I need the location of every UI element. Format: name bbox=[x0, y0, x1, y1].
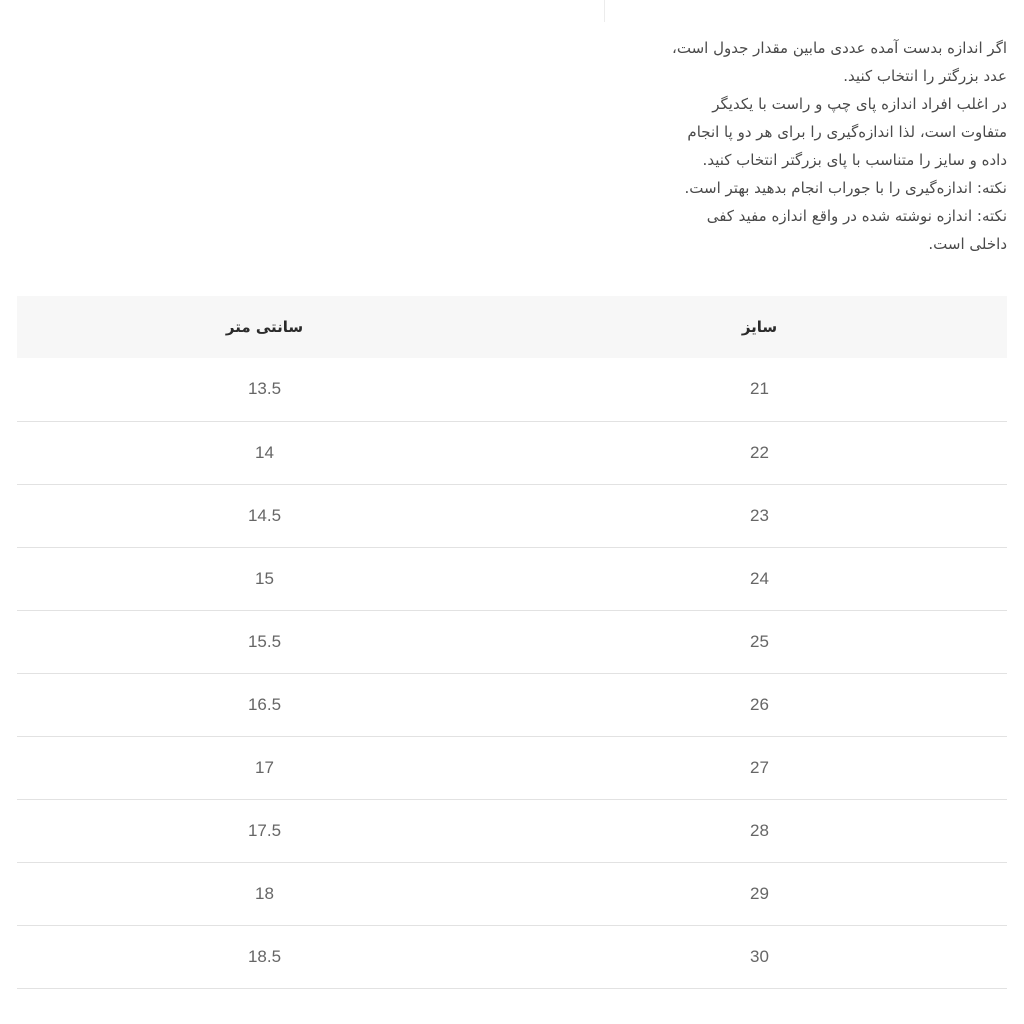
table-row bbox=[17, 862, 1007, 925]
instruction-line: عدد بزرگتر را انتخاب کنید. bbox=[843, 67, 1007, 85]
table-row bbox=[17, 421, 1007, 484]
table-row bbox=[17, 925, 1007, 988]
table-header-row bbox=[17, 296, 1007, 358]
instruction-line: داخلی است. bbox=[928, 235, 1007, 253]
cell-size: 29 bbox=[512, 862, 1007, 925]
cell-size: 24 bbox=[512, 547, 1007, 610]
cell-centimeter: 18 bbox=[17, 862, 512, 925]
instruction-line: نکته: اندازه نوشته شده در واقع اندازه مفید کفی bbox=[706, 207, 1007, 225]
cell-size: 25 bbox=[512, 610, 1007, 673]
cell-centimeter: 17 bbox=[17, 736, 512, 799]
top-divider bbox=[604, 0, 605, 22]
cell-centimeter: 13.5 bbox=[17, 358, 512, 421]
header-centimeter: سانتی متر bbox=[225, 318, 304, 336]
table-row bbox=[17, 673, 1007, 736]
cell-size: 30 bbox=[512, 925, 1007, 988]
cell-centimeter: 15 bbox=[17, 547, 512, 610]
table-row bbox=[17, 799, 1007, 862]
instruction-line: اگر اندازه بدست آمده عددی مابین مقدار جدول است، bbox=[672, 39, 1007, 57]
cell-centimeter: 14.5 bbox=[17, 484, 512, 547]
cell-centimeter: 17.5 bbox=[17, 799, 512, 862]
table-row bbox=[17, 484, 1007, 547]
cell-size: 22 bbox=[512, 421, 1007, 484]
cell-size: 21 bbox=[512, 358, 1007, 421]
cell-size: 28 bbox=[512, 799, 1007, 862]
size-guide-instructions bbox=[577, 34, 1007, 258]
cell-centimeter: 14 bbox=[17, 421, 512, 484]
cell-size: 27 bbox=[512, 736, 1007, 799]
instruction-line: داده و سایز را متناسب با پای بزرگتر انتخاب کنید. bbox=[702, 151, 1007, 169]
cell-size: 23 bbox=[512, 484, 1007, 547]
cell-centimeter: 18.5 bbox=[17, 925, 512, 988]
header-size: سایز bbox=[741, 318, 778, 336]
cell-centimeter: 16.5 bbox=[17, 673, 512, 736]
table-row bbox=[17, 547, 1007, 610]
cell-size: 26 bbox=[512, 673, 1007, 736]
cell-centimeter: 15.5 bbox=[17, 610, 512, 673]
instruction-line: در اغلب افراد اندازه پای چپ و راست با یکدیگر bbox=[712, 95, 1007, 113]
table-row bbox=[17, 610, 1007, 673]
table-row bbox=[17, 736, 1007, 799]
instruction-line: نکته: اندازه‌گیری را با جوراب انجام بدهید بهتر است. bbox=[684, 179, 1007, 197]
size-chart-table bbox=[17, 296, 1007, 989]
instruction-line: متفاوت است، لذا اندازه‌گیری را برای هر دو پا انجام bbox=[687, 123, 1007, 141]
table-row bbox=[17, 358, 1007, 421]
